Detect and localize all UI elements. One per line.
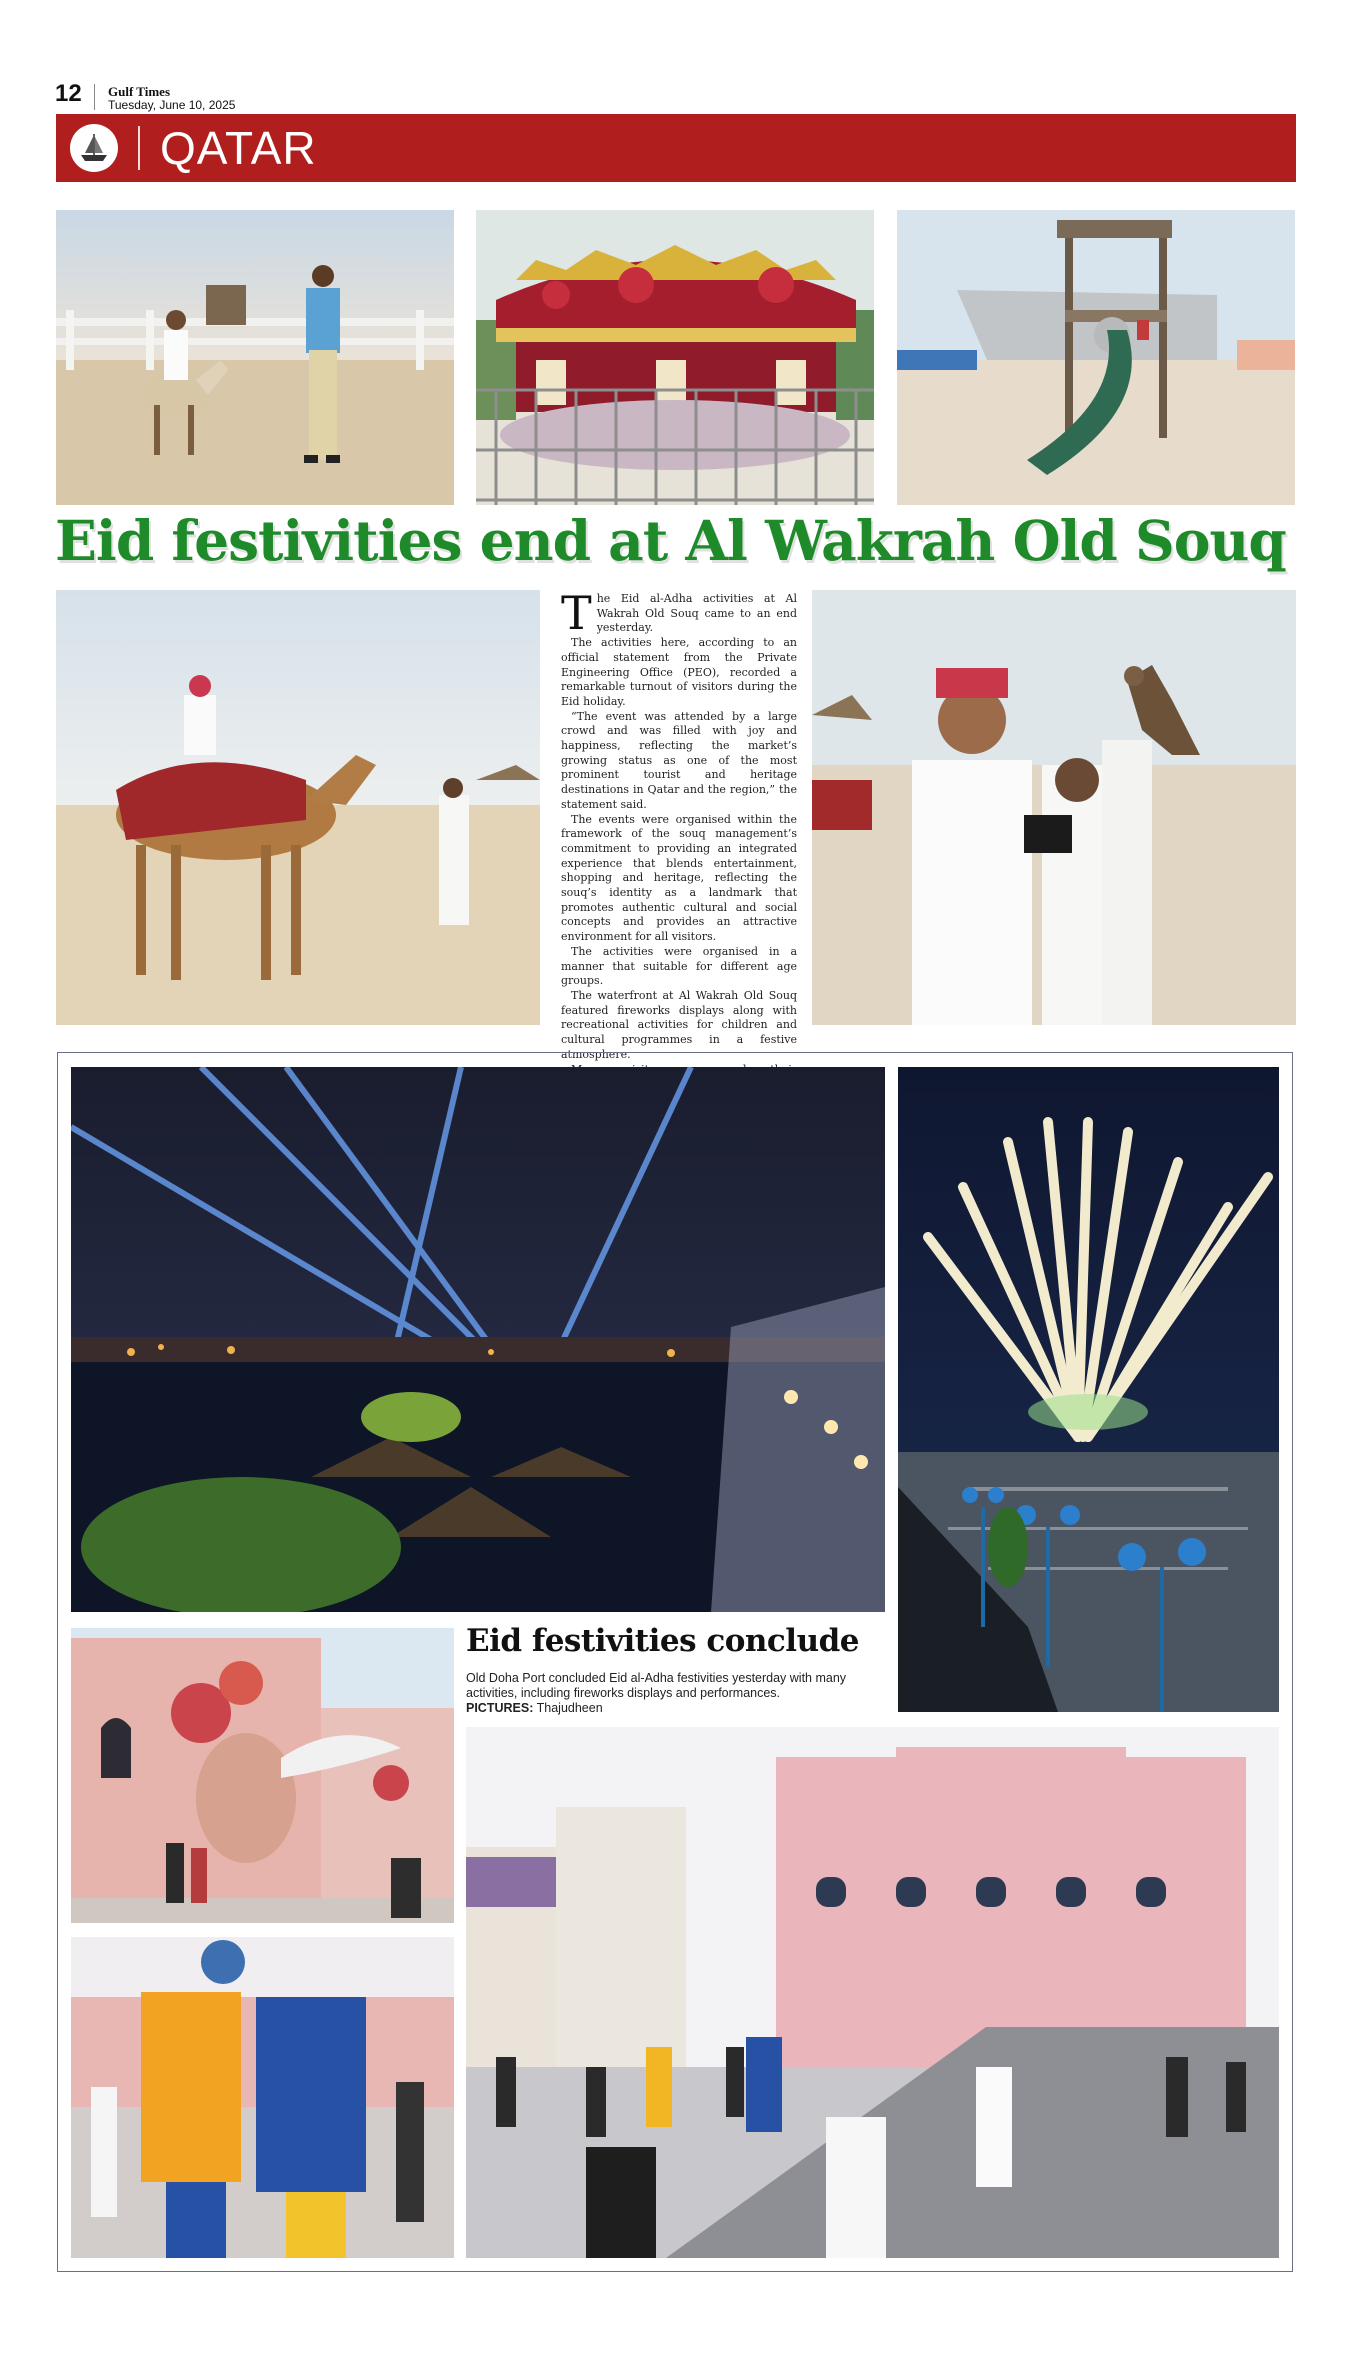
photo-camel-ride	[56, 590, 540, 1025]
photo-night-lights-waterfront	[71, 1067, 885, 1612]
publication-name: Gulf Times	[108, 84, 171, 99]
photo-credit-label: PICTURES:	[466, 1701, 534, 1715]
header-divider	[94, 84, 95, 110]
article-paragraph: The activities were organised in a manner that suitable for different age groups.	[561, 944, 797, 988]
dhow-logo-icon	[70, 124, 118, 172]
photo-pony-ride	[56, 210, 454, 505]
section-bar	[56, 114, 1296, 182]
photo-carousel	[476, 210, 874, 505]
section-title: QATAR	[160, 122, 317, 174]
article-paragraph: The waterfront at Al Wakrah Old Souq featured fireworks displays along with recreational activities for children and cultural programmes in a festive atmosphere.	[561, 988, 797, 1061]
drop-cap: T	[561, 586, 592, 640]
photo-old-doha-port-crowd	[466, 1727, 1279, 2258]
article-paragraph: The events were organised within the framework of the souq management’s commitment to providing an integrated experience that blends entertainment, shopping and heritage, reflecting the souq’s identity as a landmark that promotes authentic cultural and social concepts and provides an attractive environment for all visitors.	[561, 812, 797, 944]
article-paragraph: “The event was attended by a large crowd and was filled with joy and happiness, reflecting the market’s growing status as one of the most prominent tourist and heritage destinations in Qatar and the region,” the statement said.	[561, 709, 797, 811]
photo-pink-building-mural	[71, 1628, 454, 1923]
photo-boy-falcon	[812, 590, 1296, 1025]
article-body	[561, 586, 797, 1121]
photo-suit-sculptures	[71, 1937, 454, 2258]
photo-credit	[466, 1701, 603, 1715]
caption-title: Eid festivities conclude	[466, 1623, 860, 1659]
article-lead-text: he Eid al-Adha activities at Al Wakrah Old Souq came to an end yesterday.	[596, 592, 797, 635]
main-headline: Eid festivities end at Al Wakrah Old Souq	[55, 508, 1286, 573]
section-bar-divider	[138, 126, 140, 170]
caption-body: Old Doha Port concluded Eid al-Adha festivities yesterday with many activities, including fireworks displays and performances.	[466, 1671, 847, 1700]
article-paragraph: The activities here, according to an official statement from the Private Engineering Office (PEO), recorded a remarkable turnout of visitors during the Eid holiday.	[561, 636, 797, 708]
page-number: 12	[55, 80, 82, 107]
publication-date: Tuesday, June 10, 2025	[108, 98, 236, 112]
photo-playground-slide	[897, 210, 1295, 505]
photo-credit-name: Thajudheen	[536, 1701, 603, 1715]
article-lead-paragraph	[561, 586, 797, 640]
photo-fireworks	[898, 1067, 1279, 1712]
